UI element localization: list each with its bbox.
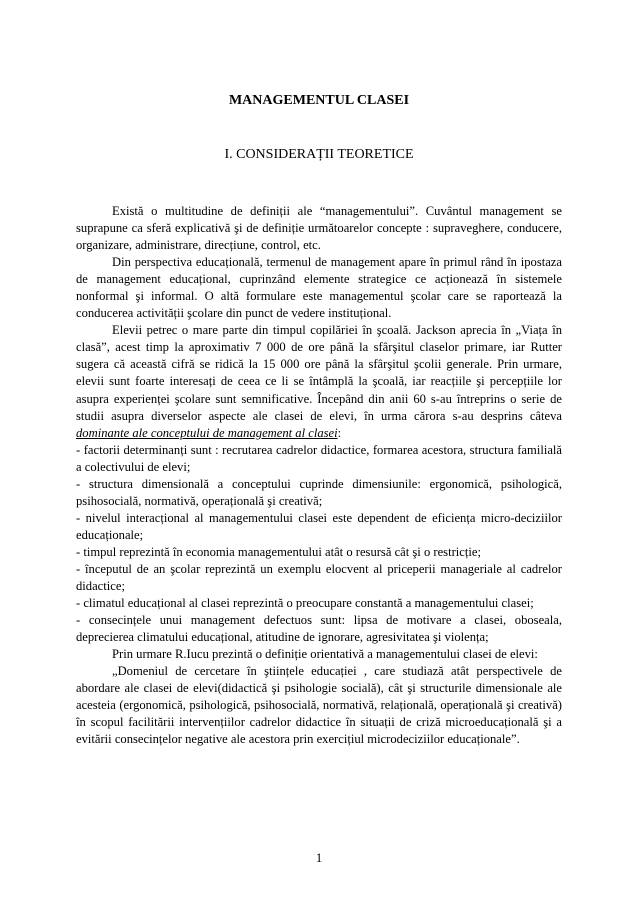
list-item: - factorii determinanți sunt : recrutarea cadrelor didactice, formarea acestora, structura familială a colectivului de elevi; bbox=[76, 442, 562, 474]
list-item: - timpul reprezintă în economia managementului atât o resursă cât şi o restricție; bbox=[76, 544, 481, 559]
document-title: MANAGEMENTUL CLASEI bbox=[228, 93, 410, 108]
paragraph-definitions: Există o multitudine de definiții ale “managementului”. Cuvântul management se suprapune ca sferă explicativă şi de definiție următoarelor concepte : supraveghere, conducere, organizare, administrare, direcțiune, control, etc. bbox=[76, 204, 562, 253]
page-number: 1 bbox=[315, 851, 323, 865]
paragraph-iucu-definition: „Domeniul de cercetare în ştiințele educației , care studiază atât perspectivele de abordare ale clasei de elevi(didactică şi psihologie socială), cât şi structurile dimensionale ale acesteia (ergonomică, psihologică, psihosocială, normativă, relațională, operațională şi creativă) în scopul facilitării intervențiilor cadrelor didactice în situații de criză microeducațională şi a evitării consecințelor negative ale acestora prin exercițiul microdeciziilor educaționale”. bbox=[76, 664, 562, 747]
section-title: I. CONSIDERAȚII TEORETICE bbox=[224, 147, 414, 162]
list-item: - nivelul interacțional al managementului clasei este dependent de eficiența micro-deciziilor educaționale; bbox=[76, 510, 562, 542]
list-item: - consecințele unui management defectuos sunt: lipsa de motivare a clasei, oboseala, deprecierea climatului educațional, atitudine de ignorare, agresivitatea şi violența; bbox=[76, 613, 562, 645]
list-item: - structura dimensională a conceptului cuprinde dimensiunile: ergonomică, psihologică, psihosocială, normativă, operațională şi creativă; bbox=[76, 476, 562, 508]
list-item: - începutul de an şcolar reprezintă un exemplu elocvent al priceperii manageriale al cadrelor didactice; bbox=[76, 561, 562, 594]
list-item: - climatul educațional al clasei reprezintă o preocupare constantă a managementului clasei; bbox=[76, 596, 534, 611]
paragraph-educational-management: Din perspectiva educațională, termenul de management apare în primul rând în ipostaza de management educațional, cuprinzând elemente strategice ce acționează în sistemele nonformal şi informal. O altă formulare este managementul şcolar care se raportează la conducerea activității şcolare din punct de vedere instituțional. bbox=[76, 255, 562, 321]
document-body bbox=[76, 203, 562, 749]
paragraph-classroom-time-text: Elevii petrec o mare parte din timpul copilăriei în şcoală. Jackson aprecia în „Viața în clasă”, acest timp la aproximativ 7 000 de ore până la sfârşitul claselor primare, iar Rutter sugera că această cifră se ridică la 15 000 ore până la sfârşitul şcolii generale. Prin urmare, elevii sunt foarte interesați de ceea ce li se întâmplă la şcoală, iar reacțiile şi percepțiile lor asupra experienței şcolare sunt semnificative. Începând din anii 60 s-au întreprins o serie de studii asupra diverselor aspecte ale clasei de elevi, în urma cărora s-au desprins câteva bbox=[76, 323, 562, 423]
dominants-label: dominante ale conceptului de management al clasei bbox=[76, 425, 338, 440]
paragraph-iucu-intro: Prin urmare R.Iucu prezintă o definiție orientativă a managementului clasei de elevi: bbox=[112, 647, 538, 662]
dominants-colon: : bbox=[337, 425, 342, 440]
paragraph-classroom-time bbox=[76, 322, 562, 441]
